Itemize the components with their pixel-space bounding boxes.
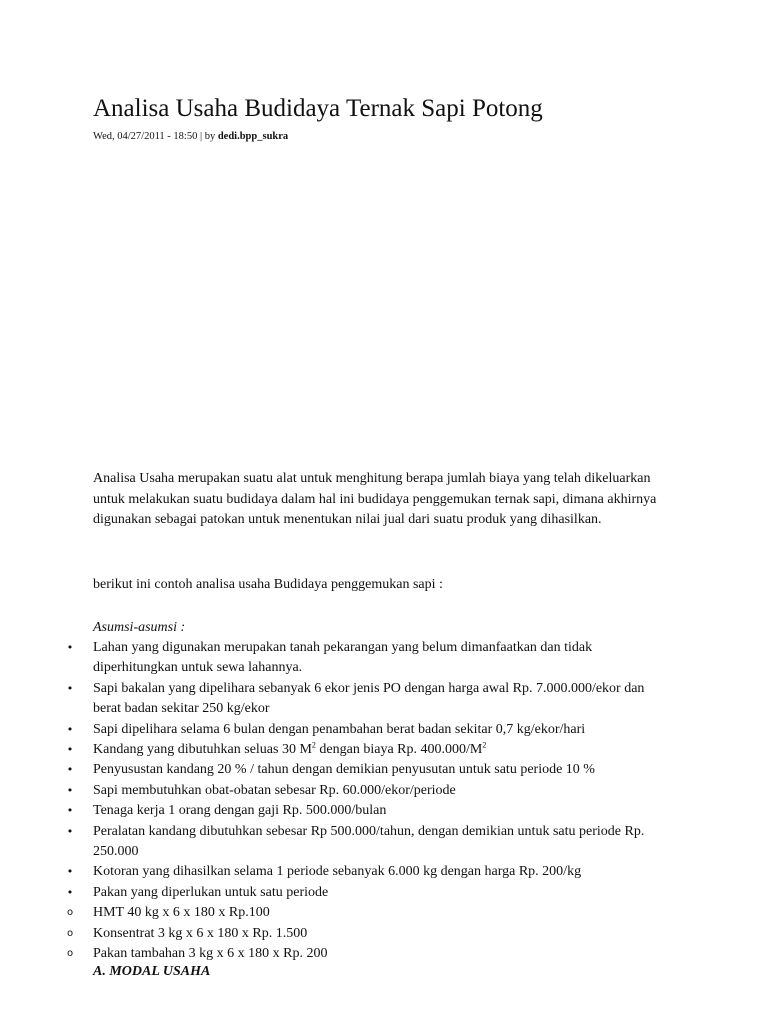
assumption-item [66, 720, 668, 740]
assumption-text: Penyusustan kandang 20 % / tahun dengan demikian penyusutan untuk satu periode 10 % [93, 762, 595, 778]
circle-bullet-icon: o [66, 927, 74, 939]
assumption-text: Peralatan kandang dibutuhkan sebesar Rp 500.000/tahun, dengan demikian untuk satu periode Rp. 250.000 [93, 823, 645, 860]
circle-bullet-icon: o [66, 907, 74, 919]
bullet-icon: • [66, 763, 74, 777]
superscript: 2 [482, 740, 487, 750]
assumption-item [66, 883, 668, 903]
assumption-text-continued: dengan biaya Rp. 400.000/M [315, 742, 483, 758]
assumption-text: HMT 40 kg x 6 x 180 x Rp.100 [93, 905, 270, 921]
assumption-text: Kotoran yang dihasilkan selama 1 periode sebanyak 6.000 kg dengan harga Rp. 200/kg [93, 864, 582, 880]
assumption-text: Sapi dipelihara selama 6 bulan dengan penambahan berat badan sekitar 0,7 kg/ekor/hari [93, 721, 586, 737]
bullet-icon: • [66, 681, 74, 695]
assumption-item [66, 801, 668, 821]
assumption-text: Pakan tambahan 3 kg x 6 x 180 x Rp. 200 [93, 946, 328, 962]
bullet-icon: • [66, 865, 74, 879]
assumption-text: Pakan yang diperlukan untuk satu periode [93, 884, 329, 900]
article-title: Analisa Usaha Budidaya Ternak Sapi Potong [93, 95, 543, 122]
assumption-item [66, 781, 668, 801]
assumption-item [66, 924, 668, 944]
assumption-item [66, 740, 668, 760]
bullet-icon: • [66, 743, 74, 757]
bullet-icon: • [66, 641, 74, 654]
assumption-text: Lahan yang digunakan merupakan tanah pekarangan yang belum dimanfaatkan dan tidak diperhitungkan untuk sewa lahannya. [93, 640, 593, 676]
assumption-text: Sapi membutuhkan obat-obatan sebesar Rp. 60.000/ekor/periode [93, 782, 456, 798]
example-intro-paragraph: berikut ini contoh analisa usaha Budidaya penggemukan sapi : [93, 577, 443, 592]
assumption-item [66, 638, 668, 679]
assumption-text: Konsentrat 3 kg x 6 x 180 x Rp. 1.500 [93, 925, 308, 941]
assumption-list [66, 638, 668, 965]
intro-paragraph: Analisa Usaha merupakan suatu alat untuk menghitung berapa jumlah biaya yang telah dikeluarkan untuk melakukan suatu budidaya dalam hal ini budidaya penggemukan ternak sapi, dimana akhirnya digunakan sebagai patokan untuk menentukan nilai jual dari suatu produk yang dihasilkan. [93, 471, 657, 527]
assumption-item [66, 903, 668, 923]
bullet-icon: • [66, 783, 74, 797]
assumption-text: Tenaga kerja 1 orang dengan gaji Rp. 500.000/bulan [93, 803, 387, 819]
bullet-icon: • [66, 885, 74, 899]
assumption-item [66, 862, 668, 882]
assumption-item [66, 822, 668, 863]
bullet-icon: • [66, 804, 74, 818]
author-link[interactable]: dedi.bpp_sukra [217, 131, 289, 142]
section-heading-modal-usaha: A. MODAL USAHA [93, 964, 211, 979]
assumptions-heading: Asumsi-asumsi : [93, 620, 186, 635]
assumption-text: Sapi bakalan yang dipelihara sebanyak 6 ekor jenis PO dengan harga awal Rp. 7.000.000/ekor dan berat badan sekitar 250 kg/ekor [93, 680, 645, 717]
meta-separator: | by [197, 131, 218, 142]
assumption-item [66, 679, 668, 720]
bullet-icon: • [66, 722, 74, 736]
assumption-item [66, 760, 668, 780]
article-meta [93, 130, 288, 144]
bullet-icon: • [66, 824, 74, 838]
post-date: Wed, 04/27/2011 - 18:50 [93, 131, 198, 142]
superscript: 2 [311, 740, 316, 750]
circle-bullet-icon: o [66, 948, 74, 960]
assumption-text: Kandang yang dibutuhkan seluas 30 M [93, 742, 312, 758]
